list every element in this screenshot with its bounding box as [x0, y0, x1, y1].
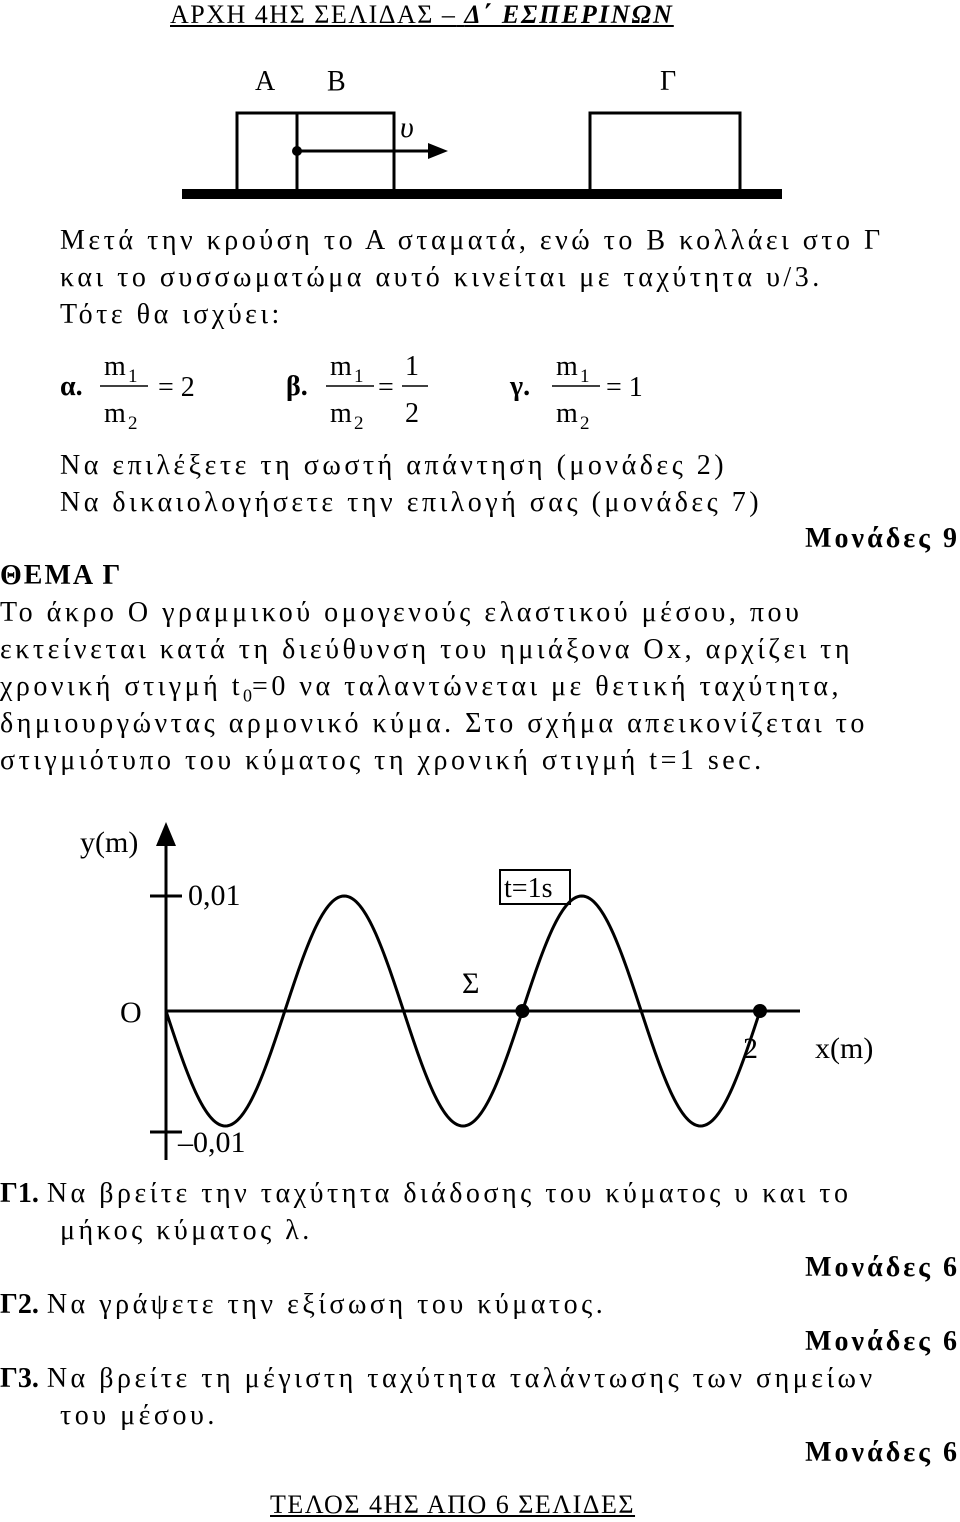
question-g2-line-1: [0, 1289, 606, 1321]
question-g3-line-1: [0, 1363, 876, 1395]
time-box-label: t=1s: [504, 873, 553, 904]
marks-g1: Μονάδες 6: [805, 1252, 960, 1283]
option-a-numerator: m: [104, 351, 126, 382]
question-g3-line-2: του μέσου.: [60, 1400, 218, 1431]
theme-c-line-3: [0, 671, 842, 707]
y-min-label: –0,01: [178, 1126, 246, 1159]
point-sigma-label: Σ: [462, 967, 480, 1000]
option-a-denominator: m: [104, 398, 126, 429]
x-end-label: 2: [743, 1032, 758, 1065]
block-c-label: Γ: [660, 66, 677, 97]
option-c-numerator-sub: 1: [580, 366, 590, 387]
y-axis-label: y(m): [80, 826, 139, 859]
option-c-numerator: m: [556, 351, 578, 382]
option-b-rhs-denominator: 2: [405, 398, 419, 429]
collision-figure: [0, 50, 960, 210]
option-b-denominator-sub: 2: [354, 413, 364, 434]
wave-graph: [0, 810, 960, 1170]
question-g1-number: Γ1.: [0, 1178, 39, 1209]
instruction-choose: Να επιλέξετε τη σωστή απάντηση (μονάδες 2): [60, 450, 728, 481]
question-g3-text-1: Να βρείτε τη μέγιστη ταχύτητα ταλάντωσης των σημείων: [46, 1363, 876, 1394]
theme-c-line-3-start: χρονική στιγμή t: [0, 671, 244, 702]
origin-label: Ο: [120, 996, 142, 1029]
y-axis-arrow: [156, 822, 176, 846]
block-b-center-dot: [292, 146, 302, 156]
y-max-label: 0,01: [188, 879, 241, 912]
question-g1-line-1: [0, 1178, 852, 1210]
option-a-denominator-sub: 2: [128, 413, 138, 434]
velocity-label: υ: [400, 111, 414, 144]
marks-g3: Μονάδες 6: [805, 1437, 960, 1468]
header-prefix: ΑΡΧΗ 4ΗΣ ΣΕΛΙΔΑΣ –: [170, 0, 457, 29]
block-a: [237, 113, 297, 191]
block-a-label: Α: [255, 66, 276, 97]
option-c-label: γ.: [510, 371, 531, 402]
theme-c-line-5: στιγμιότυπο του κύματος τη χρονική στιγμή t=1 sec.: [0, 745, 765, 776]
instruction-justify: Να δικαιολογήσετε την επιλογή σας (μονάδες 7): [60, 487, 763, 518]
option-a-numerator-sub: 1: [128, 366, 138, 387]
option-c-denominator-sub: 2: [580, 413, 590, 434]
wave-front-marker: [753, 1004, 767, 1018]
page-footer: ΤΕΛΟΣ 4ΗΣ ΑΠΟ 6 ΣΕΛΙΔΕΣ: [270, 1490, 636, 1519]
question-g2-number: Γ2.: [0, 1289, 39, 1320]
question-g1-line-2: μήκος κύματος λ.: [60, 1215, 313, 1246]
marks-b: Μονάδες 9: [805, 523, 960, 554]
option-a-rhs: = 2: [158, 372, 195, 403]
option-c-rhs: = 1: [606, 372, 643, 403]
problem-line-1: Μετά την κρούση το Α σταματά, ενώ το Β κολλάει στο Γ: [60, 225, 884, 256]
option-b-denominator: m: [330, 398, 352, 429]
option-b-label: β.: [286, 371, 308, 402]
theme-c-subscript: 0: [243, 685, 253, 706]
question-g3-number: Γ3.: [0, 1363, 39, 1394]
header-emph: Δ΄ ΕΣΠΕΡΙΝΩΝ: [464, 0, 674, 29]
theme-c-line-3-end: =0 να ταλαντώνεται με θετική ταχύτητα,: [252, 671, 843, 702]
theme-c-line-4: δημιουργώντας αρμονικό κύμα. Στο σχήμα απεικονίζεται το: [0, 708, 868, 739]
block-b-label: Β: [327, 66, 346, 97]
x-axis-label: x(m): [815, 1032, 874, 1065]
marks-g2: Μονάδες 6: [805, 1326, 960, 1357]
block-c: [590, 113, 740, 191]
theme-c-line-1: Το άκρο Ο γραμμικού ομογενούς ελαστικού μέσου, που: [0, 597, 803, 628]
velocity-arrow-head: [428, 143, 448, 159]
option-b-numerator-sub: 1: [354, 366, 364, 387]
answer-options: [0, 340, 960, 440]
question-g2-text-1: Να γράψετε την εξίσωση του κύματος.: [46, 1289, 607, 1320]
option-b-equals: =: [378, 372, 394, 403]
problem-line-3: Τότε θα ισχύει:: [60, 299, 283, 330]
option-a-label: α.: [60, 371, 83, 402]
option-b-rhs-numerator: 1: [405, 351, 419, 382]
theme-c-line-2: εκτείνεται κατά τη διεύθυνση του ημιάξονα Οx, αρχίζει τη: [0, 634, 854, 665]
page-header: [170, 0, 674, 30]
option-c-denominator: m: [556, 398, 578, 429]
theme-c-title: ΘΕΜΑ Γ: [0, 560, 123, 591]
question-g1-text-1: Να βρείτε την ταχύτητα διάδοσης του κύματος υ και το: [46, 1178, 852, 1209]
ground-surface: [182, 189, 782, 199]
point-sigma-marker: [515, 1004, 529, 1018]
option-b-numerator: m: [330, 351, 352, 382]
problem-line-2: και το συσσωματώμα αυτό κινείται με ταχύτητα υ/3.: [60, 262, 823, 293]
